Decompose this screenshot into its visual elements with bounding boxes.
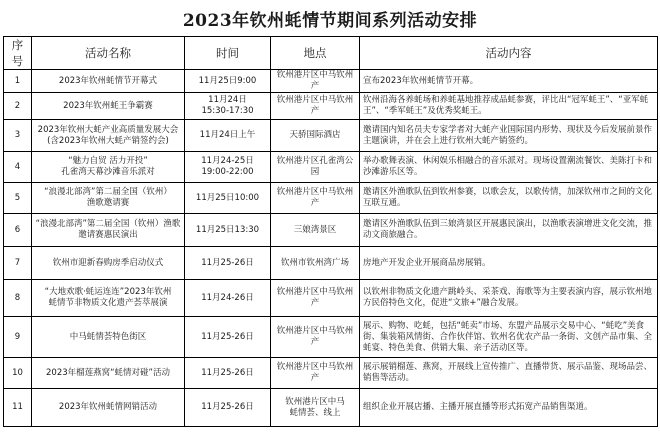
row-index: 4 <box>4 152 32 183</box>
activity-time <box>185 152 271 183</box>
page-title: 2023年钦州蚝情节期间系列活动安排 <box>182 10 478 31</box>
name-line: “浪漫北部湾”第二届全国（钦州） <box>44 187 172 198</box>
place-line: 天骄国际酒店 <box>289 130 341 141</box>
time-line: 11月24日 <box>208 95 247 106</box>
activity-content: 钦州沿海各养蚝场和养蚝基地推荐成品蚝参赛，评比出“冠军蚝王”、“亚军蚝王”、“季军蚝王”及优秀奖蚝王。 <box>360 93 658 120</box>
activity-place <box>271 93 360 120</box>
time-line: 11月25-26日 <box>201 331 254 342</box>
time-line: 11月25-26日 <box>201 367 254 378</box>
place-line: 钦州市钦州湾广场 <box>280 257 349 268</box>
table-row <box>4 152 658 183</box>
row-index: 8 <box>4 280 32 317</box>
name-line: “大地欢歌·蚝运连连”2023年钦州 <box>44 287 172 298</box>
row-index: 6 <box>4 214 32 247</box>
activity-time <box>185 389 271 427</box>
table-row <box>4 70 658 93</box>
time-line: 11月25日9:00 <box>198 75 257 86</box>
place-line: 三娘湾景区 <box>293 224 337 235</box>
header-name: 活动名称 <box>32 37 185 70</box>
time-line: 15:30-17:30 <box>201 106 254 117</box>
activity-content: 展示展销榴莲、燕窝，开展线上宣传推广、直播带货、展示品鉴、现场品尝、销售等活动。 <box>360 358 658 389</box>
name-line: “魅力自贸 活力开投” <box>68 156 148 167</box>
table-row <box>4 214 658 247</box>
table-row <box>4 247 658 280</box>
activity-time <box>185 358 271 389</box>
place-line: 钦州港片区中马 <box>285 396 345 407</box>
table-row <box>4 183 658 214</box>
name-line: 孔雀湾天幕沙滩音乐派对 <box>61 167 155 178</box>
header-time: 时间 <box>185 37 271 70</box>
time-line: 11月24-25日 <box>201 156 254 167</box>
place-line: 钦州港片区中马钦州产 <box>276 362 354 384</box>
place-line: 钦州港片区中马钦州产 <box>276 287 354 309</box>
table-row <box>4 93 658 120</box>
activity-place <box>271 280 360 317</box>
activity-content: 展示、购物、吃蚝，包括“蚝卖”市场、东盟产品展示交易中心、“蚝吃”美食街、集装箱风情街、合作伙伴馆、钦州名优农产品一条街、文创产品市集、全蚝宴、特色美食、供销大集、亲子活动区等。 <box>360 317 658 358</box>
activity-time <box>185 183 271 214</box>
activity-time <box>185 247 271 280</box>
row-index: 3 <box>4 120 32 152</box>
activity-name <box>32 280 185 317</box>
time-line: 11月25日10:00 <box>195 192 260 203</box>
row-index: 7 <box>4 247 32 280</box>
name-line: 邀请赛惠民演出 <box>78 230 138 241</box>
activity-name <box>32 183 185 214</box>
time-line: 11月24-26日 <box>201 292 254 303</box>
activity-place <box>271 247 360 280</box>
table-header-row <box>4 37 658 70</box>
row-index: 9 <box>4 317 32 358</box>
time-line: 11月24日上午 <box>199 130 256 141</box>
activity-place <box>271 152 360 183</box>
table-row <box>4 389 658 427</box>
activity-name <box>32 358 185 389</box>
table-body <box>4 70 658 427</box>
activity-name <box>32 247 185 280</box>
activity-content: 房地产开发企业开展商品房展销。 <box>360 247 658 280</box>
activity-place <box>271 358 360 389</box>
name-line: 2023年钦州大蚝产业高质量发展大会 <box>37 124 179 135</box>
activity-content: 宣布2023年钦州蚝情节开幕。 <box>360 70 658 93</box>
row-index: 1 <box>4 70 32 93</box>
activity-time <box>185 93 271 120</box>
row-index: 11 <box>4 389 32 427</box>
time-line: 11月25-26日 <box>201 402 254 413</box>
table-row <box>4 358 658 389</box>
table-row <box>4 120 658 152</box>
name-line: 2023年钦州蚝王争霸赛 <box>63 100 153 111</box>
name-line: “浪漫北部湾”第二届全国（钦州）渔歌 <box>35 219 181 230</box>
name-line: 渔歌邀请赛 <box>86 198 130 209</box>
activity-place <box>271 70 360 93</box>
place-line: 钦州港片区孔雀湾公园 <box>276 156 354 178</box>
header-index: 序号 <box>4 37 32 70</box>
activity-time <box>185 70 271 93</box>
activity-content: 以钦州非物质文化遗产跳岭头、采茶戏、海歌等为主要表演内容，展示钦州地方民俗特色文化，促进“文旅+”融合发展。 <box>360 280 658 317</box>
header-place: 地点 <box>271 37 360 70</box>
activity-content: 邀请区外渔歌队伍到钦州参赛，以歌会友，以歌传情，加深钦州市之间的文化互联互通。 <box>360 183 658 214</box>
activity-place <box>271 183 360 214</box>
place-line: 钦州港片区中马钦州产 <box>276 187 354 209</box>
name-line: 2023年钦州蚝情节开幕式 <box>58 75 158 86</box>
table-row <box>4 317 658 358</box>
activity-name <box>32 70 185 93</box>
time-line: 19:00-22:00 <box>201 167 254 178</box>
row-index: 10 <box>4 358 32 389</box>
activity-time <box>185 214 271 247</box>
row-index: 5 <box>4 183 32 214</box>
activity-time <box>185 317 271 358</box>
activity-name <box>32 152 185 183</box>
place-line: 钦州港片区中马钦州产 <box>276 70 354 92</box>
activity-content: 邀请国内知名员夫专家学者对大蚝产业国际国内形势、现状及今后发展前景作主题演讲，并在会上进行钦州大蚝产销签约。 <box>360 120 658 152</box>
activity-content: 邀请区外渔歌队伍到三娘湾景区开展惠民演出，以渔歌表演增进文化交流，推动文商旅融合。 <box>360 214 658 247</box>
activity-content: 组织企业开展店播、主播开展直播等形式拓宽产品销售渠道。 <box>360 389 658 427</box>
activity-name <box>32 93 185 120</box>
activity-place <box>271 214 360 247</box>
activity-time <box>185 120 271 152</box>
activity-name <box>32 389 185 427</box>
time-line: 11月25-26日 <box>201 257 254 268</box>
name-line: 中马蚝情荟特色街区 <box>69 331 147 342</box>
name-line: 钦州市迎新春购房季启动仪式 <box>52 257 164 268</box>
activity-name <box>32 120 185 152</box>
row-index: 2 <box>4 93 32 120</box>
place-line: 钦州港片区中马钦州产 <box>276 95 354 117</box>
name-line: 蚝情节非物质文化遗产荟萃展演 <box>48 298 168 309</box>
place-line: 蚝情荟、线上 <box>289 407 341 418</box>
header-content: 活动内容 <box>360 37 658 70</box>
time-line: 11月25日13:30 <box>195 224 260 235</box>
place-line: 钦州港片区中马钦州产 <box>276 326 354 348</box>
activity-time <box>185 280 271 317</box>
name-line: 2023年榴莲燕窝“蚝情对碰”活动 <box>46 367 170 378</box>
activity-name <box>32 317 185 358</box>
activity-place <box>271 389 360 427</box>
activity-place <box>271 317 360 358</box>
schedule-table <box>3 36 658 427</box>
table-row <box>4 280 658 317</box>
activity-place <box>271 120 360 152</box>
name-line: (含2023年钦州大蚝产销签约会) <box>47 135 169 146</box>
name-line: 2023年钦州蚝情网销活动 <box>58 402 158 413</box>
activity-content: 举办歌舞表演、休闲娱乐相融合的音乐派对。现场设置潮流餐饮、美陈打卡和沙滩游乐区等。 <box>360 152 658 183</box>
activity-name <box>32 214 185 247</box>
